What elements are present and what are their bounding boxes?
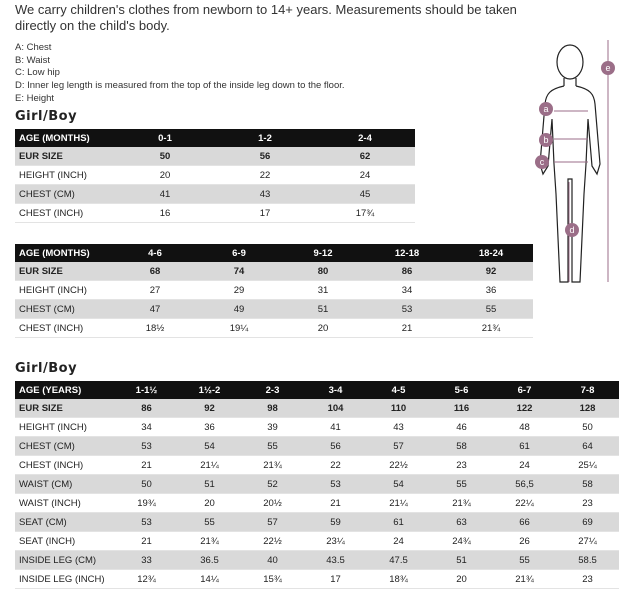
row-label: INSIDE LEG (CM) <box>15 551 115 570</box>
table-cell: 34 <box>115 418 178 437</box>
table-cell: 52 <box>241 475 304 494</box>
marker-a <box>539 102 553 116</box>
svg-text:b: b <box>543 135 549 145</box>
row-label: CHEST (INCH) <box>15 319 113 338</box>
table-row <box>15 570 619 589</box>
table-cell: 21 <box>304 494 367 513</box>
table-cell: 23 <box>430 456 493 475</box>
table-cell: 92 <box>178 399 241 418</box>
table-cell: 128 <box>556 399 619 418</box>
column-header-label: AGE (MONTHS) <box>15 129 115 147</box>
table-cell: 17 <box>304 570 367 589</box>
table-cell: 24¾ <box>430 532 493 551</box>
table-cell: 23 <box>556 570 619 589</box>
table-cell: 98 <box>241 399 304 418</box>
column-header: 2-3 <box>241 381 304 399</box>
table-cell: 49 <box>197 300 281 319</box>
table-cell: 15¾ <box>241 570 304 589</box>
table-cell: 47.5 <box>367 551 430 570</box>
table-cell: 41 <box>115 185 215 204</box>
table-cell: 18¾ <box>367 570 430 589</box>
table-cell: 86 <box>365 262 449 281</box>
table-row <box>15 418 619 437</box>
measurement-legend <box>15 42 345 106</box>
row-label: EUR SIZE <box>15 262 113 281</box>
table-cell: 53 <box>304 475 367 494</box>
table-row <box>15 494 619 513</box>
table-cell: 53 <box>115 437 178 456</box>
table-row <box>15 532 619 551</box>
table-cell: 56 <box>304 437 367 456</box>
column-header: 1-2 <box>215 129 315 147</box>
table-cell: 58 <box>430 437 493 456</box>
svg-text:a: a <box>543 104 549 114</box>
table-cell: 27 <box>113 281 197 300</box>
marker-d <box>565 223 579 237</box>
table-row <box>15 185 415 204</box>
legend-low-hip: C: Low hip <box>15 67 60 79</box>
table-cell: 29 <box>197 281 281 300</box>
table-cell: 51 <box>430 551 493 570</box>
size-table-kids <box>15 381 619 589</box>
legend-height: E: Height <box>15 92 55 104</box>
table-cell: 17¾ <box>315 204 415 223</box>
table-cell: 14¼ <box>178 570 241 589</box>
table-row <box>15 262 533 281</box>
column-header: 2-4 <box>315 129 415 147</box>
table-cell: 59 <box>304 513 367 532</box>
table-cell: 47 <box>113 300 197 319</box>
table-cell: 20 <box>430 570 493 589</box>
column-header-label: AGE (MONTHS) <box>15 244 113 262</box>
table-cell: 86 <box>115 399 178 418</box>
table-row <box>15 475 619 494</box>
svg-text:e: e <box>605 63 611 73</box>
table-cell: 110 <box>367 399 430 418</box>
table-row <box>15 456 619 475</box>
svg-text:c: c <box>539 157 545 167</box>
table-cell: 62 <box>315 147 415 166</box>
column-header: 4-6 <box>113 244 197 262</box>
column-header: 4-5 <box>367 381 430 399</box>
table-cell: 51 <box>178 475 241 494</box>
table-cell: 80 <box>281 262 365 281</box>
table-cell: 21 <box>365 319 449 338</box>
table-row <box>15 147 415 166</box>
table-cell: 43 <box>215 185 315 204</box>
legend-chest: A: Chest <box>15 42 52 53</box>
table-row <box>15 166 415 185</box>
row-label: EUR SIZE <box>15 147 115 166</box>
section-title-infant: Girl/Boy <box>15 109 78 124</box>
table-cell: 20 <box>115 166 215 185</box>
row-label: INSIDE LEG (INCH) <box>15 570 115 589</box>
table-cell: 43 <box>367 418 430 437</box>
table-cell: 53 <box>365 300 449 319</box>
table-cell: 55 <box>241 437 304 456</box>
table-cell: 25¼ <box>556 456 619 475</box>
table-cell: 39 <box>241 418 304 437</box>
row-label: SEAT (CM) <box>15 513 115 532</box>
table-cell: 21¾ <box>449 319 533 338</box>
table-cell: 19¾ <box>115 494 178 513</box>
table-cell: 41 <box>304 418 367 437</box>
row-label: CHEST (CM) <box>15 300 113 319</box>
table-cell: 20½ <box>241 494 304 513</box>
table-row <box>15 513 619 532</box>
row-label: CHEST (INCH) <box>15 456 115 475</box>
column-header: 1-1½ <box>115 381 178 399</box>
table-row <box>15 300 533 319</box>
row-label: EUR SIZE <box>15 399 115 418</box>
table-cell: 55 <box>430 475 493 494</box>
table-cell: 43.5 <box>304 551 367 570</box>
table-cell: 58.5 <box>556 551 619 570</box>
table-cell: 63 <box>430 513 493 532</box>
table-row <box>15 319 533 338</box>
table-cell: 16 <box>115 204 215 223</box>
table-cell: 20 <box>178 494 241 513</box>
table-cell: 61 <box>493 437 556 456</box>
table-cell: 21¾ <box>430 494 493 513</box>
table-cell: 19¼ <box>197 319 281 338</box>
table-cell: 36.5 <box>178 551 241 570</box>
column-header: 6-7 <box>493 381 556 399</box>
legend-inner-leg: D: Inner leg length is measured from the top of the inside leg down to the floor. <box>15 80 345 92</box>
table-cell: 33 <box>115 551 178 570</box>
table-cell: 23 <box>556 494 619 513</box>
table-cell: 92 <box>449 262 533 281</box>
marker-c <box>535 155 549 169</box>
table-cell: 74 <box>197 262 281 281</box>
column-header: 3-4 <box>304 381 367 399</box>
table-cell: 69 <box>556 513 619 532</box>
table-cell: 56,5 <box>493 475 556 494</box>
table-cell: 45 <box>315 185 415 204</box>
table-cell: 22 <box>304 456 367 475</box>
row-label: HEIGHT (INCH) <box>15 418 115 437</box>
table-cell: 46 <box>430 418 493 437</box>
table-cell: 55 <box>493 551 556 570</box>
table-cell: 55 <box>178 513 241 532</box>
column-header: 0-1 <box>115 129 215 147</box>
column-header: 5-6 <box>430 381 493 399</box>
row-label: CHEST (CM) <box>15 185 115 204</box>
table-header-row <box>15 381 619 399</box>
table-row <box>15 281 533 300</box>
table-cell: 36 <box>178 418 241 437</box>
table-cell: 50 <box>115 475 178 494</box>
table-cell: 64 <box>556 437 619 456</box>
child-silhouette <box>540 45 600 282</box>
table-cell: 22½ <box>367 456 430 475</box>
table-cell: 21¼ <box>367 494 430 513</box>
table-row <box>15 551 619 570</box>
size-table-baby <box>15 244 533 338</box>
column-header: 7-8 <box>556 381 619 399</box>
table-cell: 21 <box>115 532 178 551</box>
body-measurement-figure <box>530 34 630 294</box>
table-cell: 18½ <box>113 319 197 338</box>
table-cell: 21¾ <box>493 570 556 589</box>
table-header-row <box>15 129 415 147</box>
table-cell: 36 <box>449 281 533 300</box>
column-header-label: AGE (YEARS) <box>15 381 115 399</box>
column-header: 12-18 <box>365 244 449 262</box>
column-header: 1½-2 <box>178 381 241 399</box>
intro-text: We carry children's clothes from newborn to 14+ years. Measurements should be taken directly on the child's body. <box>15 2 517 33</box>
table-cell: 122 <box>493 399 556 418</box>
section-title-kids: Girl/Boy <box>15 361 78 376</box>
table-cell: 21¾ <box>178 532 241 551</box>
row-label: HEIGHT (INCH) <box>15 166 115 185</box>
table-cell: 66 <box>493 513 556 532</box>
table-cell: 24 <box>367 532 430 551</box>
marker-b <box>539 133 553 147</box>
table-cell: 57 <box>367 437 430 456</box>
table-row <box>15 437 619 456</box>
table-cell: 20 <box>281 319 365 338</box>
table-row <box>15 399 619 418</box>
table-row <box>15 204 415 223</box>
table-cell: 21¼ <box>178 456 241 475</box>
row-label: WAIST (CM) <box>15 475 115 494</box>
table-cell: 21¾ <box>241 456 304 475</box>
table-cell: 31 <box>281 281 365 300</box>
table-cell: 23¼ <box>304 532 367 551</box>
table-cell: 40 <box>241 551 304 570</box>
table-cell: 116 <box>430 399 493 418</box>
table-cell: 50 <box>115 147 215 166</box>
table-cell: 24 <box>315 166 415 185</box>
table-cell: 22½ <box>241 532 304 551</box>
table-cell: 50 <box>556 418 619 437</box>
column-header: 9-12 <box>281 244 365 262</box>
row-label: CHEST (INCH) <box>15 204 115 223</box>
table-cell: 27¼ <box>556 532 619 551</box>
row-label: CHEST (CM) <box>15 437 115 456</box>
table-cell: 48 <box>493 418 556 437</box>
table-header-row <box>15 244 533 262</box>
table-cell: 61 <box>367 513 430 532</box>
table-cell: 51 <box>281 300 365 319</box>
legend-waist: B: Waist <box>15 54 51 66</box>
table-cell: 53 <box>115 513 178 532</box>
table-cell: 57 <box>241 513 304 532</box>
table-cell: 54 <box>367 475 430 494</box>
size-table-infant <box>15 129 415 223</box>
table-cell: 12¾ <box>115 570 178 589</box>
column-header: 6-9 <box>197 244 281 262</box>
svg-text:d: d <box>569 225 575 235</box>
marker-e <box>601 61 615 75</box>
row-label: WAIST (INCH) <box>15 494 115 513</box>
row-label: HEIGHT (INCH) <box>15 281 113 300</box>
table-cell: 26 <box>493 532 556 551</box>
table-cell: 34 <box>365 281 449 300</box>
table-cell: 54 <box>178 437 241 456</box>
table-cell: 68 <box>113 262 197 281</box>
table-cell: 21 <box>115 456 178 475</box>
table-cell: 56 <box>215 147 315 166</box>
table-cell: 104 <box>304 399 367 418</box>
row-label: SEAT (INCH) <box>15 532 115 551</box>
table-cell: 17 <box>215 204 315 223</box>
table-cell: 22¼ <box>493 494 556 513</box>
table-cell: 24 <box>493 456 556 475</box>
table-cell: 55 <box>449 300 533 319</box>
table-cell: 58 <box>556 475 619 494</box>
column-header: 18-24 <box>449 244 533 262</box>
table-cell: 22 <box>215 166 315 185</box>
